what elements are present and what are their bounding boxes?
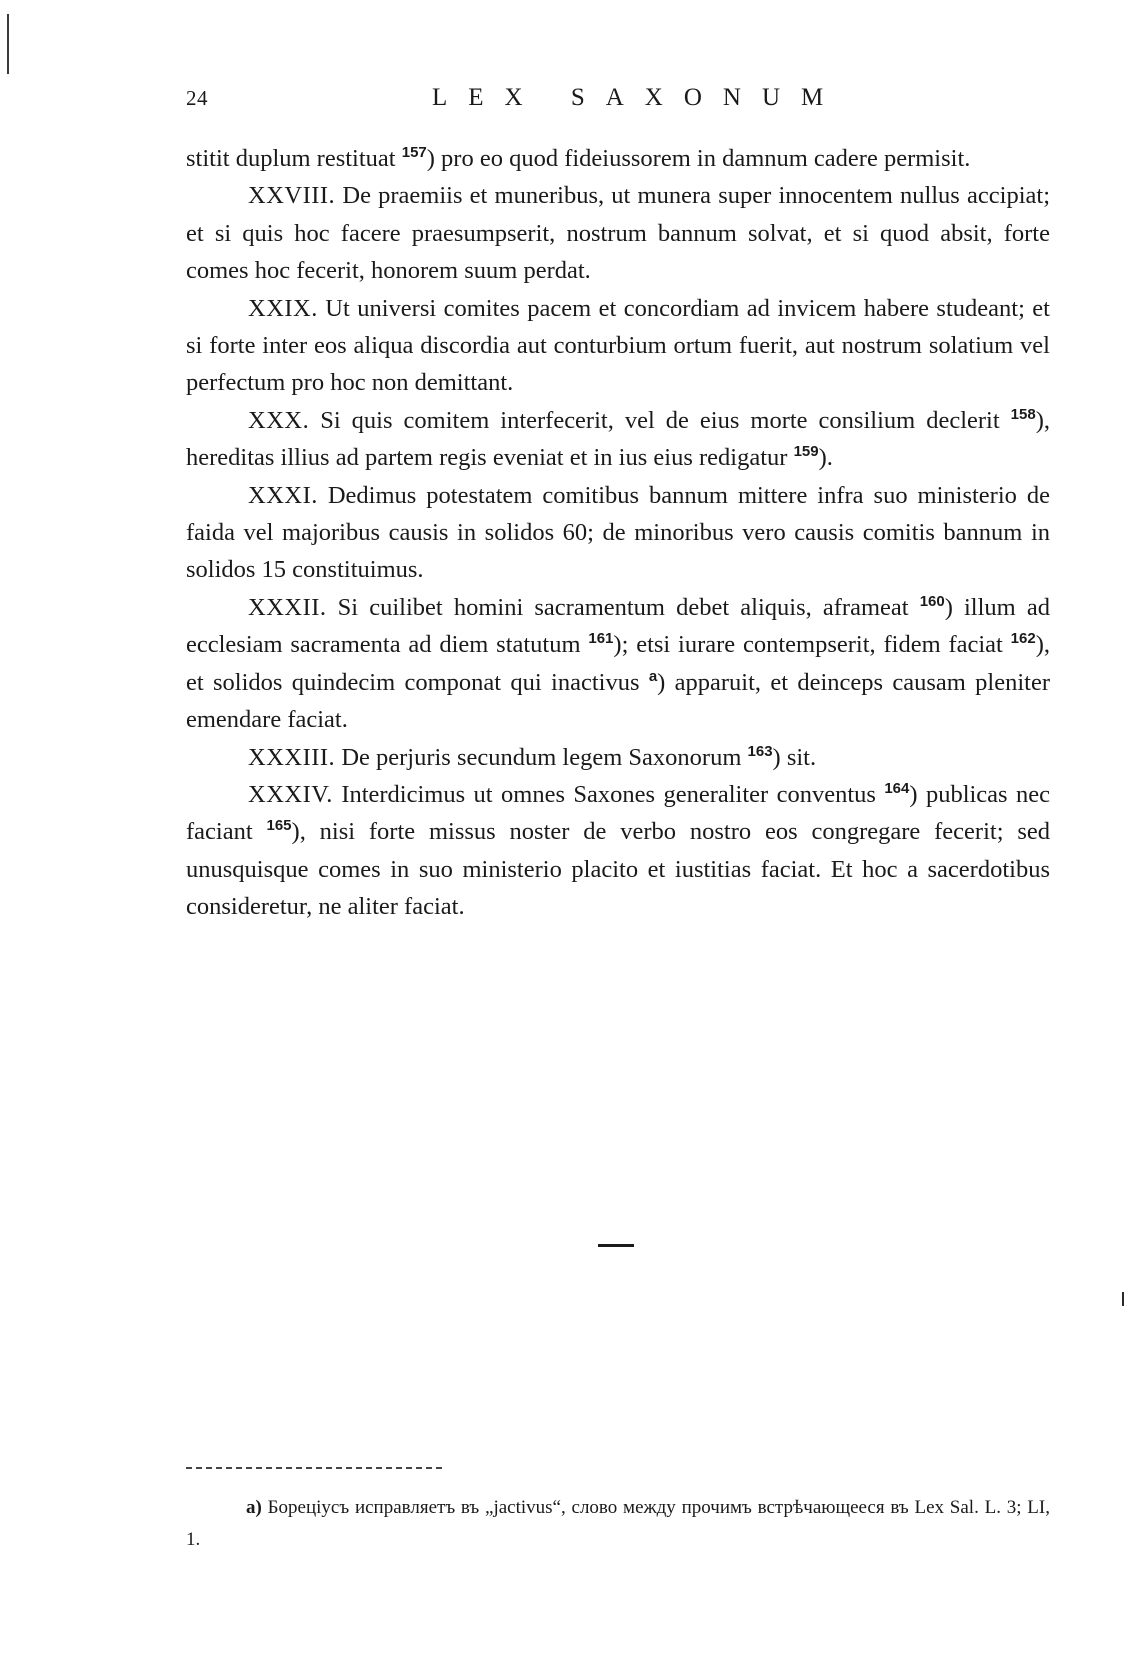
footnote-ref: 162	[1010, 630, 1036, 648]
footnote-text: Борецiусъ исправляетъ въ „jactivus“, слово между прочимъ встрѣчающееся въ Lex Sal. L. 3; LI, 1.	[186, 1497, 1050, 1550]
text-run: De perjuris secundum legem Saxonorum	[335, 743, 748, 771]
running-title: LEX SAXONUM	[432, 84, 845, 111]
section-divider	[598, 1244, 634, 1247]
chapter-paragraph	[186, 739, 1050, 776]
footnote-ref: a	[648, 667, 658, 685]
footnote-ref: 158	[1010, 405, 1036, 423]
text-run: ) apparuit, et deinceps causam pleniter emendare faciat.	[186, 668, 1051, 734]
text-run: ).	[818, 444, 833, 472]
footnote-ref: 164	[884, 779, 910, 797]
chapter-number: XXVIII.	[248, 182, 336, 210]
text-run: Interdicimus ut omnes Saxones generaliter conventus	[332, 780, 885, 808]
text-run: ) sit.	[772, 743, 817, 771]
text-run: ); etsi iurare contempserit, fidem faciat	[613, 631, 1011, 659]
footnote-ref: 165	[266, 817, 292, 835]
chapter-paragraph	[186, 290, 1050, 402]
footnote-ref: 160	[919, 592, 945, 610]
chapter-paragraph	[186, 589, 1050, 739]
chapter-number: XXX.	[248, 406, 310, 434]
footnote-ref: 161	[588, 630, 614, 648]
scan-margin-line	[7, 14, 9, 74]
chapter-paragraph	[186, 402, 1050, 477]
text-run: Dedimus potestatem comitibus bannum mittere infra suo ministerio de faida vel majoribus causis in solidos 60; de minoribus vero causis comitis bannum in solidos 15 constituimus.	[186, 481, 1050, 584]
page-number: 24	[186, 86, 208, 110]
text-run: Si cuilibet homini sacramentum debet aliquis, aframeat	[326, 593, 920, 621]
text-run: ) illum ad ecclesiam sacramenta ad diem statutum	[186, 593, 1050, 659]
text-run: Ut universi comites pacem et concordiam ad invicem habere studeant; et si forte inter eos aliqua discordia aut conturbium ortum fuerit, aut nostrum solatium vel perfectum pro hoc non demittant.	[186, 294, 1050, 397]
continuation-paragraph	[186, 140, 1050, 177]
text-run: De praemiis et muneribus, ut munera super innocentem nullus accipiat; et si quis hoc facere praesumpserit, nostrum bannum solvat, et si quod absit, forte comes hoc fecerit, honorem suum perdat.	[186, 182, 1050, 285]
footnote-ref: 159	[793, 443, 819, 461]
footnote-mark: a)	[246, 1497, 262, 1518]
text-run: Si quis comitem interfecerit, vel de eius morte consilium declerit	[309, 406, 1011, 434]
text-run: ) publicas nec faciant	[186, 780, 1050, 846]
footnote-ref: 163	[747, 742, 773, 760]
chapter-paragraph	[186, 776, 1050, 926]
footnote-separator	[186, 1467, 442, 1469]
chapter-number: XXXII.	[248, 593, 327, 621]
chapter-number: XXIX.	[248, 294, 318, 322]
footnote	[186, 1492, 1050, 1556]
text-run: ), et solidos quindecim componat qui inactivus	[186, 631, 1050, 696]
main-text	[186, 140, 1050, 926]
scan-margin-mark	[1122, 1292, 1124, 1306]
chapter-number: XXXIV.	[248, 780, 333, 808]
text-run: ) pro eo quod fideiussorem in damnum cadere permisit.	[426, 145, 971, 172]
chapter-paragraph	[186, 477, 1050, 589]
text-run: stitit duplum restituat	[186, 145, 402, 172]
footnote-ref: 157	[401, 144, 427, 161]
chapter-number: XXXI.	[248, 481, 318, 509]
footnotes	[186, 1492, 1050, 1556]
text-run: ), nisi forte missus noster de verbo nostro eos congregare fecerit; sed unusquisque comes in suo ministerio placito et iustitias faciat. Et hoc a sacerdotibus consideretur, ne aliter faciat.	[186, 818, 1050, 921]
chapter-number: XXXIII.	[248, 743, 336, 771]
chapter-paragraph	[186, 177, 1050, 289]
chapter-list	[186, 177, 1050, 925]
text-run: ), hereditas illius ad partem regis eveniat et in ius eius redigatur	[186, 406, 1050, 472]
